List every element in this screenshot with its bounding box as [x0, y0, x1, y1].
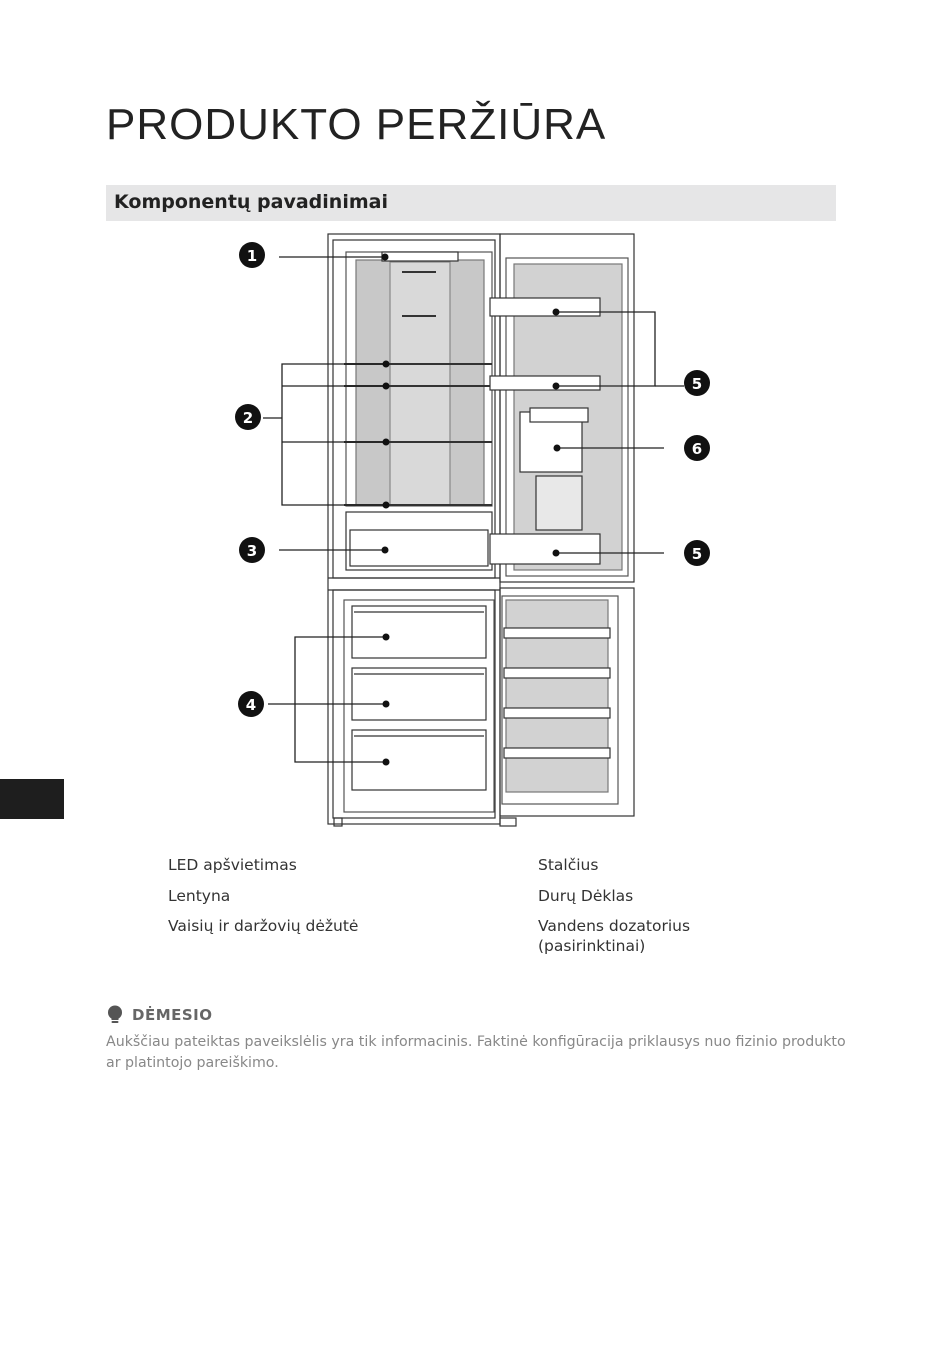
- legend-water-dispenser: Vandens dozatorius: [538, 917, 691, 935]
- legend-led-lighting: LED apšvietimas: [168, 856, 297, 874]
- legend-drawer: Stalčius: [538, 856, 599, 874]
- note-text: Aukščiau pateiktas paveikslėlis yra tik informacinis. Faktinė konfigūracija priklausys nuo fizinio produkto ar platintojo pareiškimo.: [106, 1034, 846, 1071]
- svg-text:2: 2: [242, 409, 254, 427]
- callout-1: [239, 242, 265, 268]
- svg-text:1: 1: [246, 247, 258, 265]
- legend-optional: (pasirinktinai): [538, 937, 646, 955]
- svg-text:3: 3: [246, 542, 258, 560]
- section-title: Komponentų pavadinimai: [114, 191, 388, 213]
- callout-2: [235, 404, 261, 430]
- note-header: [106, 1005, 213, 1025]
- note-label: DĖMESIO: [132, 1006, 213, 1024]
- svg-text:5: 5: [691, 545, 703, 563]
- page-title: PRODUKTO PERŽIŪRA: [106, 100, 607, 149]
- legend-shelf: Lentyna: [168, 887, 231, 905]
- svg-text:5: 5: [691, 375, 703, 393]
- callout-6: [684, 435, 710, 461]
- legend-crisper: Vaisių ir daržovių dėžutė: [168, 917, 359, 935]
- svg-text:4: 4: [245, 696, 257, 714]
- svg-text:6: 6: [691, 440, 703, 458]
- callout-5-bottom: [684, 540, 710, 566]
- callout-5-top: [684, 370, 710, 396]
- legend-door-rack: Durų Dėklas: [538, 887, 634, 905]
- callout-4: [238, 691, 264, 717]
- callout-3: [239, 537, 265, 563]
- lightbulb-icon: [106, 1005, 124, 1025]
